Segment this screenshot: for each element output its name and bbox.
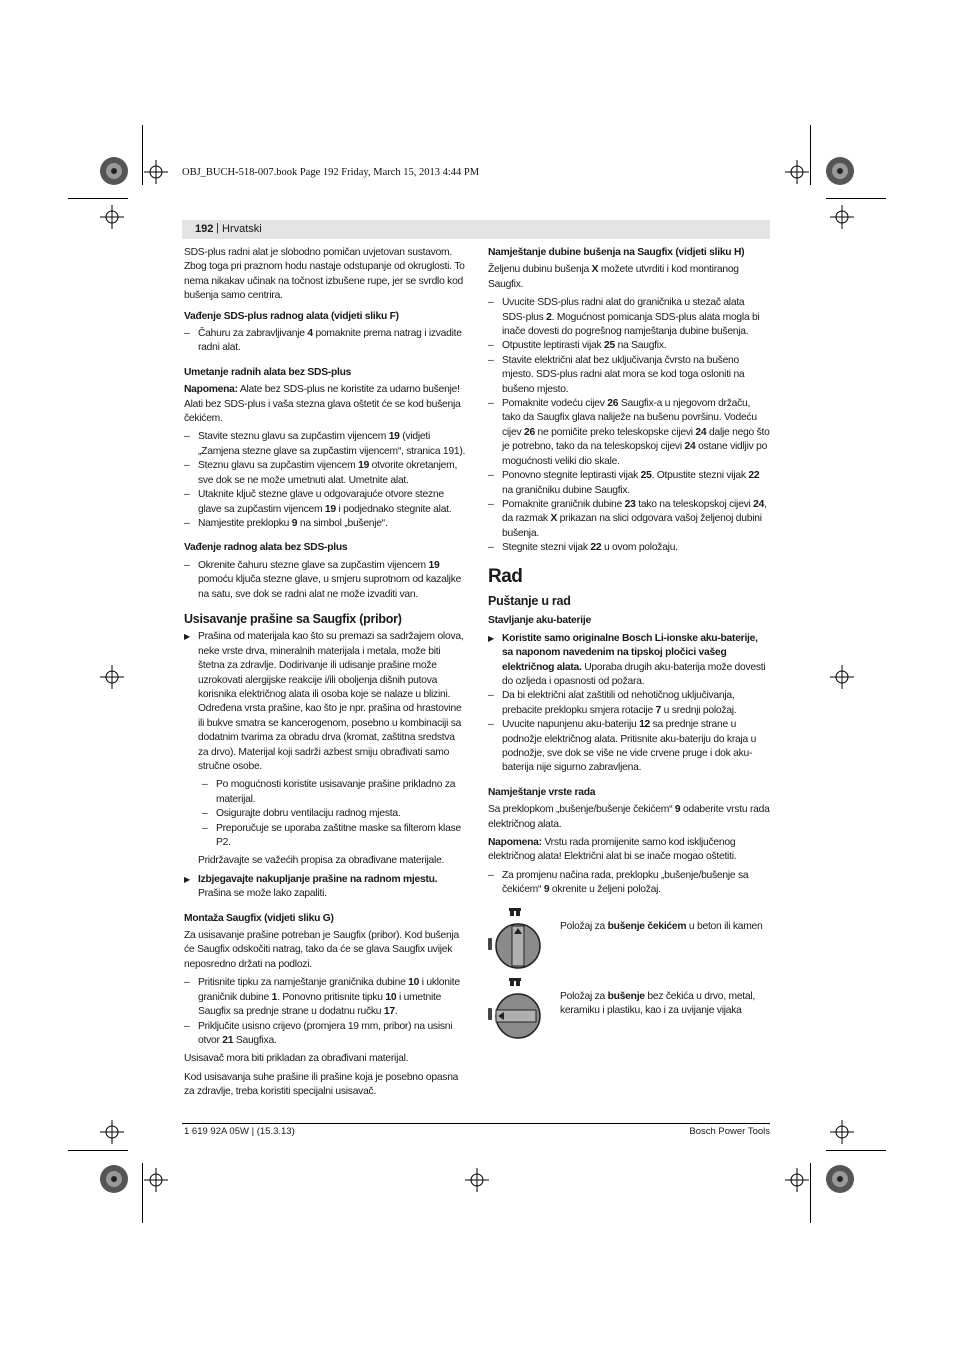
left-column: [184, 246, 466, 1104]
list-item: – Steznu glavu sa zupčastim vijencem 19 otvorite okretanjem, sve dok se ne može umetnuti alat. Umetnite alat.: [184, 460, 458, 486]
crop-mark: [826, 1150, 886, 1151]
crosshair-icon: [830, 665, 854, 689]
crop-mark: [810, 125, 811, 185]
vacuum-note: Usisavač mora biti prikladan za obrađivani materijal.: [184, 1053, 409, 1065]
crop-mark: [68, 198, 128, 199]
footer-divider: [182, 1123, 770, 1124]
section-heading: Stavljanje aku-baterije: [488, 615, 591, 627]
list-item: – Stavite steznu glavu sa zupčastim vijencem 19 (vidjeti „Zamjena stezne glave sa zupčastim vijencem“, stranica 191).: [184, 431, 466, 457]
print-header: OBJ_BUCH-518-007.book Page 192 Friday, March 15, 2013 4:44 PM: [182, 167, 480, 178]
crosshair-icon: [100, 665, 124, 689]
list-item: – Za promjenu načina rada, preklopku „bušenje/bušenje sa čekićem“ 9 okrenite u željeni položaj.: [488, 869, 749, 896]
crosshair-icon: [144, 1168, 168, 1192]
warning-paragraph: Određena vrsta prašine, kao što je npr. prašina od hrastovine ili bukve smatra se kancerogenom, posebno u kombinaciji sa dodatnim tvarima za obradu drva (kromat, zaštitna sredstva za drvo). Materijal koji sadrži azbest smiju obrađivati samo stručne osobe.: [198, 703, 462, 772]
intro-paragraph: SDS-plus radni alat je slobodno pomičan uvjetovan sustavom. Zbog toga pri praznom hodu nastaje odstupanje od okruglosti. To nema nikakav učinak na točnost izbušene rupe, jer se svrdlo kod bušenja samo centrira.: [184, 247, 465, 302]
list-item: – Utaknite ključ stezne glave u odgovarajuće otvore stezne glave sa zupčastim vijencem 19 i podjednako stegnite alat.: [184, 489, 452, 515]
registration-mark-icon: [98, 155, 130, 187]
sub-list-item: – Po mogućnosti koristite usisavanje prašine prikladno za materijal.: [202, 779, 456, 805]
list-item: – Čahuru za zabravljivanje 4 pomaknite prema natrag i izvadite radni alat.: [184, 328, 462, 354]
section-heading: Puštanje u rad: [488, 593, 571, 608]
regulation-paragraph: Pridržavajte se važećih propisa za obrađivane materijale.: [198, 855, 445, 867]
section-heading: Vađenje radnog alata bez SDS-plus: [184, 542, 348, 554]
crosshair-icon: [100, 205, 124, 229]
section-heading: Usisavanje prašine sa Saugfix (pribor): [184, 611, 402, 626]
crosshair-icon: [830, 205, 854, 229]
crosshair-icon: [465, 1168, 489, 1192]
footer-brand: Bosch Power Tools: [689, 1126, 770, 1137]
crop-mark: [68, 1150, 128, 1151]
list-item: – Otpustite leptirasti vijak 25 na Saugfix.: [488, 340, 667, 352]
crop-mark: [142, 1163, 143, 1223]
list-item: – Okrenite čahuru stezne glave sa zupčastim vijencem 19 pomoću ključa stezne glave, u smjeru suprotnom od kazaljke na satu, sve dok se radni alat ne može izvaditi van.: [184, 559, 462, 600]
list-item: – Pritisnite tipku za namještanje graničnika dubine 10 i uklonite graničnik dubine 1. Ponovno pritisnite tipku 10 i umetnite Saugfix sa prednje strane u dodatnu ručku 17.: [184, 977, 460, 1018]
chapter-heading: Rad: [488, 565, 523, 587]
crosshair-icon: [100, 1120, 124, 1144]
section-heading: Namještanje dubine bušenja na Saugfix (vidjeti sliku H): [488, 247, 745, 258]
footer-document-code: 1 619 92A 05W | (15.3.13): [184, 1126, 295, 1137]
section-heading: Vađenje SDS-plus radnog alata (vidjeti sliku F): [184, 310, 399, 322]
sub-list-item: – Osigurajte dobru ventilaciju radnog mjesta.: [202, 808, 401, 820]
warning-triangle-icon: ▶: [488, 633, 494, 643]
note-paragraph: Napomena: Alate bez SDS-plus ne koristite za udarno bušenje! Alati bez SDS-plus i vaša stezna glava oštetit će se kod bušenja čekićem.: [184, 384, 461, 425]
list-item: – Uvucite SDS-plus radni alat do graničnika u stezač alata SDS-plus 2. Mogućnost pomicanja SDS-plus alata mogla bi inače dovesti do pogrešnog namještanja dubine bušenja.: [488, 297, 760, 338]
list-item: – Stavite električni alat bez uključivanja čvrsto na bušeno mjesto. SDS-plus radni alat mora se kod toga osloniti na bušeno mjesto.: [488, 354, 745, 395]
right-column: [488, 246, 770, 1046]
list-item: – Ponovno stegnite leptirasti vijak 25. Otpustite stezni vijak 22 na graničniku dubine Saugfix.: [488, 470, 760, 496]
list-item: – Pomaknite vodeću cijev 26 Saugfix-a u njegovom držaču, tako da Saugfix glava naliježe na bušenu površinu. Vodeću cijev 26 ne pomičite preko teleskopske cijevi 24 dalje nego što je potrebno, tako da na teleskopskoj cijevi 24 ostane vidljiv po mogućnosti veliki dio skale.: [488, 398, 770, 467]
warning-triangle-icon: ▶: [184, 632, 190, 642]
vacuum-note: Kod usisavanja suhe prašine ili prašine koja je posebno opasna za zdravlje, treba koristiti specijalni usisavač.: [184, 1071, 459, 1098]
mounting-intro: Za usisavanje prašine potreban je Saugfix (pribor). Kod bušenja će Saugfix odskočiti natrag, tako da će se glava Saugfix uvijek neposredno držati na podlozi.: [184, 930, 460, 970]
header-language: Hrvatski: [222, 223, 262, 235]
list-item: – Uvucite napunjenu aku-bateriju 12 sa prednje strane u podnožje električnog alata. Pritisnite aku-bateriju do kraja u podnožje, sve dok se više ne vide crvene pruge i dok aku-baterija nije sigurno zabravljena.: [488, 719, 757, 774]
registration-mark-icon: [824, 155, 856, 187]
hammer-drill-position-label: Položaj za bušenje čekićem u beton ili kamen: [560, 920, 763, 932]
section-heading: Namještanje vrste rada: [488, 786, 596, 798]
crop-mark: [142, 125, 143, 185]
page-header-bar: [182, 220, 770, 239]
mode-intro: Sa preklopkom „bušenje/bušenje čekićem“ 9 odaberite vrstu rada električnog alata.: [488, 804, 770, 830]
crop-mark: [826, 198, 886, 199]
crosshair-icon: [785, 160, 809, 184]
warning-item: ▶ Koristite samo originalne Bosch Li-ionske aku-baterije, sa naponom navedenim na tipskoj pločici vašeg električnog alata. Uporaba drugih aku-baterija može dovesti do ozljeda i opasnosti od požara.: [488, 632, 766, 687]
warning-item: ▶ Izbjegavajte nakupljanje prašine na radnom mjestu. Prašina se može lako zapaliti.: [184, 873, 438, 900]
drill-switch-icon: [488, 976, 548, 1042]
warning-triangle-icon: ▶: [184, 874, 190, 884]
list-item: – Stegnite stezni vijak 22 u ovom položaju.: [488, 542, 678, 554]
mode-note: Napomena: Vrstu rada promijenite samo kod isključenog električnog alata! Električni alat bi se inače mogao oštetiti.: [488, 837, 737, 863]
crosshair-icon: [830, 1120, 854, 1144]
crosshair-icon: [144, 160, 168, 184]
list-item: – Namjestite preklopku 9 na simbol „bušenje“.: [184, 517, 388, 529]
page-number: 192: [195, 223, 214, 235]
registration-mark-icon: [98, 1163, 130, 1195]
hammer-drill-position-row: [488, 906, 770, 976]
crosshair-icon: [785, 1168, 809, 1192]
list-item: – Da bi električni alat zaštitili od nehotičnog uključivanja, prebacite preklopku smjera rotacije 7 u srednji položaj.: [488, 690, 737, 716]
section-heading: Montaža Saugfix (vidjeti sliku G): [184, 912, 334, 924]
header-separator: |: [216, 222, 219, 234]
sub-list-item: – Preporučuje se uporaba zaštitne maske sa filterom klase P2.: [202, 822, 461, 849]
list-item: – Pomaknite graničnik dubine 23 tako na teleskopskoj cijevi 24, da razmak X prikazan na slici odgovara vašoj željenoj dubini bušenja.: [488, 498, 767, 539]
section-heading: Umetanje radnih alata bez SDS-plus: [184, 366, 352, 378]
registration-mark-icon: [824, 1163, 856, 1195]
drill-position-row: [488, 976, 770, 1046]
warning-item: ▶ Prašina od materijala kao što su premazi sa sadržajem olova, neke vrste drva, mineralnih materijala i metala, može biti štetna za zdravlje. Dodirivanje ili udisanje prašine može uzrokovati alergijske reakcije i/ili oboljenja dišnih putova korisnika električnog alata ili osoba koje se nalaze u blizini.: [184, 631, 464, 700]
crop-mark: [810, 1163, 811, 1223]
hammer-drill-switch-icon: [488, 906, 548, 972]
drill-position-label: Položaj za bušenje bez čekića u drvo, metal, keramiku i plastiku, kao i za uvijanje vijaka: [560, 990, 756, 1017]
depth-intro: Željenu dubinu bušenja X možete utvrditi i kod montiranog Saugfix.: [488, 264, 739, 290]
list-item: – Priključite usisno crijevo (promjera 19 mm, pribor) na usisni otvor 21 Saugfixa.: [184, 1020, 453, 1046]
